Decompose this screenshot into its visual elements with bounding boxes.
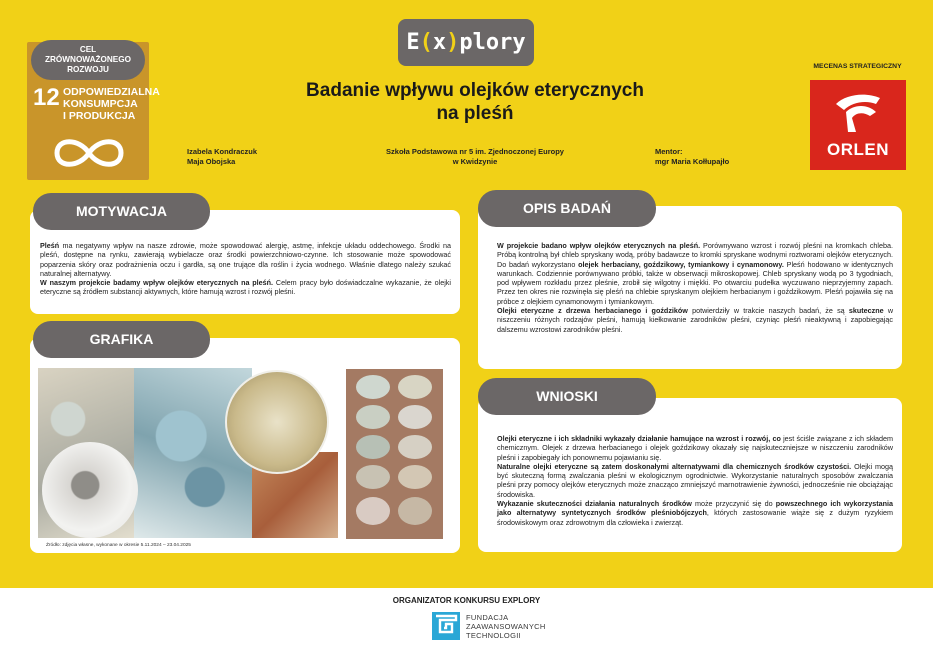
sdg-goal-text xyxy=(63,86,160,122)
opis-paragraph-2 xyxy=(497,306,893,334)
orlen-brand: ORLEN xyxy=(827,140,889,159)
motywacja-p2-rest: Celem pracy było doświadczalne wykazanie, że olejki eteryczne są źródłem substancji aktywnych, które hamują wzrost i rozwój pleśni. xyxy=(40,278,451,297)
mentor xyxy=(655,147,729,167)
motywacja-p2-bold: W naszym projekcie badamy wpływ olejków eterycznych na pleśń. xyxy=(40,278,274,288)
authors xyxy=(187,147,257,167)
wnioski-paragraph-2 xyxy=(497,462,893,499)
opis-text xyxy=(497,241,893,334)
sdg-zrownowazonego: ZRÓWNOWAŻONEGO xyxy=(45,55,131,64)
sdg-badge xyxy=(27,42,160,180)
opis-p2-bold: Olejki eteryczne z drzewa herbacianego i goździków xyxy=(497,306,688,316)
mentor-label: Mentor: xyxy=(655,147,683,156)
wnioski-p3-a: może przyczynić się do xyxy=(691,499,776,509)
wnioski-paragraph-3 xyxy=(497,499,893,527)
sdg-goal-line3: I PRODUKCJA xyxy=(63,110,136,122)
motywacja-p1-bold: Pleśń xyxy=(40,241,60,250)
opis-p1-b: Pleśń hodowano w identycznych warunkach. Codziennie porównywano próbki, także w obserwacji mikroskopowej. Chleb spryskany wodą po 3 tygodniach, pod wpływem rozkładu przez pleśnie, zrobił się wilgotny i miękki. Po otwarciu pudełka wyczuwano nieprzyjemny zapach. Przez ten okres nie rozwinęła się pleśń na chlebie spryskanym olejkiem herbacianym i goździkowym. Pleśń pojawiła się na próbce z olejkiem cynamonowym i tymiankowym. xyxy=(497,259,893,306)
fundacja-line2: ZAAWANSOWANYCH xyxy=(466,622,546,631)
school-city: w Kwidzynie xyxy=(452,157,498,166)
motywacja-heading: MOTYWACJA xyxy=(33,193,210,230)
mold-photo-microscope xyxy=(42,442,138,538)
author-1: Izabela Kondraczuk xyxy=(187,147,258,156)
school xyxy=(340,147,610,167)
wnioski-p2-bold: Naturalne olejki eteryczne są zatem doskonałymi alternatywami dla chemicznych środków czystości. xyxy=(497,461,852,471)
wnioski-heading: WNIOSKI xyxy=(478,378,656,415)
sdg-label-pill xyxy=(31,40,145,80)
school-name: Szkoła Podstawowa nr 5 im. Zjednoczonej Europy xyxy=(386,147,564,156)
wnioski-text xyxy=(497,434,893,527)
motywacja-paragraph-2 xyxy=(40,278,451,297)
wnioski-p1-bold: Olejki eteryczne i ich składniki wykazały działanie hamujące na wzrost i rozwój, co xyxy=(497,434,781,443)
motywacja-paragraph-1 xyxy=(40,241,451,278)
wnioski-paragraph-1 xyxy=(497,434,893,462)
logo-paren-open: ( xyxy=(419,30,433,55)
organizer-label: ORGANIZATOR KONKURSU EXPLORY xyxy=(392,596,541,605)
sdg-number: 12 xyxy=(33,84,60,111)
logo-letter-e: E xyxy=(406,30,420,55)
opis-p2-b: w niszczeniu różnych rodzajów pleśni, hamują kiełkowanie zarodników pleśni, czyniąc pleśń nieaktywną i zapobiegając dalszemu wzrostowi zarodników pleśni. xyxy=(497,306,894,334)
title-line2: na pleśń xyxy=(436,103,514,124)
wnioski-p1-rest: jest ściśle związane z ich składem chemicznym. Olejek z drzewa herbacianego i olejek goździkowy okazały się najskuteczniejsze w niszczeniu zarodników pleśni i zapobiegały ich ponownemu pojawianiu się. xyxy=(497,434,893,462)
title-line1: Badanie wpływu olejków eterycznych xyxy=(306,80,644,101)
fundacja-name xyxy=(466,613,546,640)
motywacja-text xyxy=(40,241,451,297)
orlen-logo xyxy=(810,80,906,170)
opis-p2-bold2: skuteczne xyxy=(848,306,884,316)
opis-heading: OPIS BADAŃ xyxy=(478,190,656,227)
fundacja-logo-icon xyxy=(432,612,460,640)
logo-letter-x: x xyxy=(432,30,447,55)
page-title xyxy=(240,79,710,125)
logo-paren-close: ) xyxy=(446,30,460,55)
opis-p1-a: Porównywano wzrost i rozwój pleśni na kromkach chleba. Próbą kontrolną był chleb spryskany wodą, próby badawcze to kromki spryskane wodnymi roztworami olejków eterycznych. Do badań wykorzystano xyxy=(497,241,894,269)
eagle-icon xyxy=(832,90,884,136)
sdg-cel: CEL xyxy=(79,45,97,54)
wnioski-p3-b: , których zastosowanie wiąże się z dużym ryzykiem środowiskowym oraz zdrowotnym dla człowieka i zwierząt. xyxy=(497,508,893,527)
wnioski-p3-bold: Wykazanie skuteczności działania naturalnych środków xyxy=(497,499,692,509)
wnioski-p2-rest: Olejki mogą być skuteczną formą zwalczania pleśni w ekologicznym ogrodnictwie. Wykorzystanie naturalnych sposobów zwalczania pleśni przy pomocy olejków eterycznych może znacząco zmniejszyć marnotrawienie żywności, jednocześnie nie obciążając środowiska. xyxy=(497,461,893,499)
mold-photo-petri-dishes xyxy=(346,369,443,539)
author-2: Maja Obojska xyxy=(187,157,236,166)
mold-photo-petri-top xyxy=(225,370,329,474)
grafika-caption: Źródło: zdjęcia własne, wykonane w okresie 5.11.2024 – 23.04.2025 xyxy=(46,543,191,548)
opis-p1-bold: W projekcie badano wpływ olejków eterycznych na pleśń. xyxy=(497,241,701,250)
grafika-heading: GRAFIKA xyxy=(33,321,210,358)
infinity-icon xyxy=(49,132,129,174)
fundacja-line1: FUNDACJA xyxy=(466,613,509,622)
explory-logo xyxy=(398,19,534,66)
wnioski-p3-bold2: powszechnego ich wykorzystania jako alternatywy syntetycznych środków pleśniobójczych xyxy=(497,499,893,518)
sponsor-label: MECENAS STRATEGICZNY xyxy=(813,63,902,70)
motywacja-p1-rest: ma negatywny wpływ na nasze zdrowie, może spowodować alergię, astmę, infekcje układu oddechowego. Środki na pleśń, dostępne na rynku, zawierają wybielacze oraz środki powierzchniowo-czynne. Ich stosowanie może spowodować poparzenia skóry oraz podrażnienia oczu i gardła, są one trujące dla roślin i życia wodnego. Właśnie dlatego należy szukać naturalnej alternatywy. xyxy=(40,241,451,278)
opis-paragraph-1 xyxy=(497,241,893,306)
logo-suffix: plory xyxy=(459,30,526,55)
sdg-rozwoju: ROZWOJU xyxy=(67,65,109,74)
opis-p2-a: potwierdziły w trakcie naszych badań, że są xyxy=(687,306,849,316)
mentor-name: mgr Maria Kołłupajło xyxy=(655,157,730,166)
fundacja-line3: TECHNOLOGII xyxy=(466,631,521,640)
sdg-goal-line1: ODPOWIEDZIALNA xyxy=(63,86,160,98)
opis-p1-bold2: olejek herbaciany, goździkowy, tymiankowy i cynamonowy. xyxy=(578,259,784,269)
sdg-goal-line2: KONSUMPCJA xyxy=(63,98,138,110)
